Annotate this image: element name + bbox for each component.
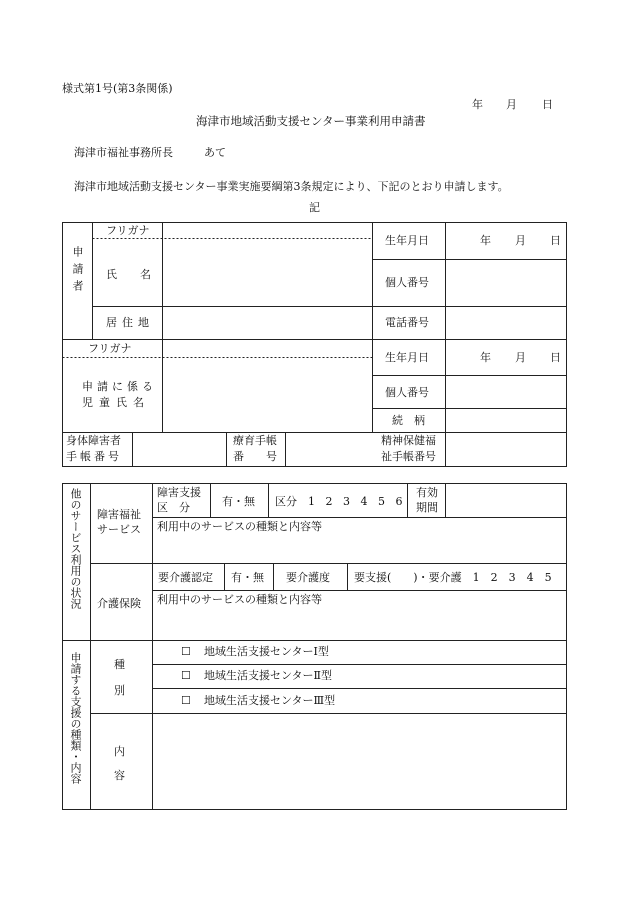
child-birth-month[interactable]: 月 bbox=[515, 351, 526, 364]
welfare-service-label-line2: サービス bbox=[97, 523, 141, 536]
support-type-label-bottom: 別 bbox=[114, 684, 125, 697]
applicant-birth-year[interactable]: 年 bbox=[480, 234, 491, 247]
care-support-level[interactable]: 要支援( )・要介護 1 2 3 4 5 bbox=[354, 571, 552, 584]
support-type-label-top: 種 bbox=[114, 658, 125, 671]
applicant-furigana-label: フリガナ bbox=[106, 224, 150, 237]
rehab-handbook-field[interactable] bbox=[287, 434, 371, 465]
child-personal-number-field[interactable] bbox=[447, 377, 565, 407]
care-presence-toggle[interactable]: 有・無 bbox=[231, 571, 264, 584]
applicant-section-label: 申請者 bbox=[71, 246, 84, 297]
valid-period-field[interactable] bbox=[447, 485, 565, 516]
child-birth-year[interactable]: 年 bbox=[480, 351, 491, 364]
child-birth-label: 生年月日 bbox=[385, 351, 429, 364]
physical-handbook-label-line2: 手帳番号 bbox=[66, 450, 122, 463]
applicant-birth-label: 生年月日 bbox=[385, 234, 429, 247]
welfare-presence-toggle[interactable]: 有・無 bbox=[222, 495, 255, 508]
content-label-top: 内 bbox=[114, 745, 125, 758]
form-number: 様式第1号(第3条関係) bbox=[62, 82, 173, 95]
content-field[interactable] bbox=[154, 715, 565, 808]
child-name-label-line1: 申請に係る bbox=[82, 380, 157, 393]
child-name-label-line2: 児童氏名 bbox=[82, 396, 150, 409]
welfare-usage-field[interactable] bbox=[154, 535, 565, 562]
date-month-label: 月 bbox=[506, 98, 517, 111]
welfare-usage-label: 利用中のサービスの種類と内容等 bbox=[157, 520, 322, 533]
care-usage-label: 利用中のサービスの種類と内容等 bbox=[157, 593, 322, 606]
other-services-section-label: 他のサービス利用の状況 bbox=[69, 488, 82, 609]
applicant-phone-label: 電話番号 bbox=[385, 316, 429, 329]
child-relation-field[interactable] bbox=[447, 410, 565, 431]
care-insurance-label: 介護保険 bbox=[97, 597, 141, 610]
class-values[interactable]: 1 2 3 4 5 6 bbox=[308, 495, 403, 508]
care-usage-field[interactable] bbox=[154, 608, 565, 639]
applicant-furigana-field[interactable] bbox=[164, 224, 371, 237]
support-class-label-line2: 区 分 bbox=[157, 501, 190, 514]
child-furigana-label: フリガナ bbox=[88, 342, 132, 355]
physical-handbook-label-line1: 身体障害者 bbox=[66, 434, 121, 447]
rehab-handbook-label-line2: 番 号 bbox=[233, 450, 277, 463]
type-2-option-label: 地域生活支援センターⅡ型 bbox=[204, 669, 333, 682]
type-3-option-label: 地域生活支援センターⅢ型 bbox=[204, 694, 336, 707]
document-title: 海津市地域活動支援センター事業利用申請書 bbox=[196, 114, 426, 128]
valid-period-label-line1: 有効 bbox=[416, 486, 438, 499]
date-year-label: 年 bbox=[472, 98, 483, 111]
type-3-checkbox[interactable]: ☐ bbox=[181, 694, 191, 707]
type-1-checkbox[interactable]: ☐ bbox=[181, 645, 191, 658]
type-1-option-label: 地域生活支援センターⅠ型 bbox=[204, 645, 329, 658]
mental-handbook-label-line1: 精神保健福 bbox=[381, 434, 436, 447]
content-label-bottom: 容 bbox=[114, 769, 125, 782]
addressee-suffix: あて bbox=[204, 146, 226, 159]
applicant-personal-number-label: 個人番号 bbox=[385, 276, 429, 289]
applicant-personal-number-field[interactable] bbox=[447, 261, 565, 305]
valid-period-label-line2: 期間 bbox=[416, 501, 438, 514]
applicant-address-label: 居住地 bbox=[106, 316, 154, 329]
class-label: 区分 bbox=[275, 495, 297, 508]
applicant-name-label: 氏 名 bbox=[106, 268, 157, 281]
mental-handbook-label-line2: 祉手帳番号 bbox=[381, 450, 436, 463]
requested-support-section-label: 申請する支援の種類・内容 bbox=[69, 652, 82, 784]
type-2-checkbox[interactable]: ☐ bbox=[181, 669, 191, 682]
addressee: 海津市福祉事務所長 bbox=[74, 146, 173, 159]
applicant-birth-day[interactable]: 日 bbox=[550, 234, 561, 247]
support-class-label-line1: 障害支援 bbox=[157, 486, 201, 499]
rehab-handbook-label-line1: 療育手帳 bbox=[233, 434, 277, 447]
ki-label: 記 bbox=[309, 201, 320, 214]
child-personal-number-label: 個人番号 bbox=[385, 386, 429, 399]
child-relation-label: 続 柄 bbox=[392, 414, 425, 427]
applicant-name-field[interactable] bbox=[164, 240, 371, 305]
applicant-address-field[interactable] bbox=[164, 308, 371, 338]
child-furigana-field[interactable] bbox=[164, 341, 371, 356]
care-certification-label: 要介護認定 bbox=[158, 571, 213, 584]
applicant-birth-month[interactable]: 月 bbox=[515, 234, 526, 247]
welfare-service-label-line1: 障害福祉 bbox=[97, 508, 141, 521]
application-statement: 海津市地域活動支援センター事業実施要綱第3条規定により、下記のとおり申請します。 bbox=[74, 180, 509, 193]
applicant-phone-field[interactable] bbox=[447, 308, 565, 338]
child-name-field[interactable] bbox=[164, 359, 371, 431]
mental-handbook-field[interactable] bbox=[447, 434, 565, 465]
child-birth-day[interactable]: 日 bbox=[550, 351, 561, 364]
physical-handbook-field[interactable] bbox=[134, 434, 225, 465]
date-day-label: 日 bbox=[542, 98, 553, 111]
care-degree-label: 要介護度 bbox=[286, 571, 330, 584]
